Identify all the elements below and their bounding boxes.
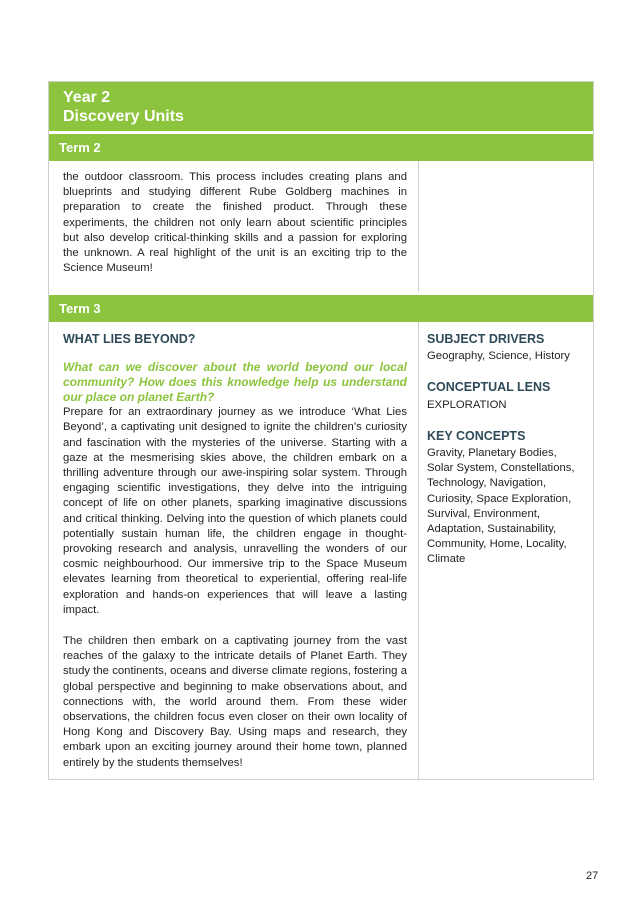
subject-drivers-value: Geography, Science, History xyxy=(427,350,570,363)
term-3-bar: Term 3 xyxy=(49,292,593,322)
term-3-side xyxy=(419,322,593,779)
paragraph-spacer xyxy=(63,618,407,634)
term-3-row xyxy=(49,322,593,779)
key-concepts-value: Gravity, Planetary Bodies, Solar System, Constellations, Technology, Navigation, Curiosity, Space Exploration, Survival, Environment, Adaptation, Sustainability, Community, Home, Locality, Climate xyxy=(427,447,575,566)
unit-title: WHAT LIES BEYOND? xyxy=(63,332,196,346)
term-2-bar: Term 2 xyxy=(49,131,593,161)
table-header xyxy=(49,82,593,131)
subject-drivers-heading: SUBJECT DRIVERS xyxy=(427,332,545,346)
term-2-side xyxy=(419,161,593,292)
term-2-description xyxy=(49,161,419,292)
term-3-description xyxy=(49,322,419,779)
units-title: Discovery Units xyxy=(63,108,184,125)
conceptual-lens-heading: CONCEPTUAL LENS xyxy=(427,380,551,395)
term-2-text: the outdoor classroom. This process includes creating plans and blueprints and studying different Rube Goldberg machines in preparation to create the finished product. Through these experiments, the children not only learn about scientific principles but also develop critical-thinking skills and a passion for exploring the unknown. A real highlight of the unit is an exciting trip to the Science Museum! xyxy=(63,171,407,275)
discovery-units-table xyxy=(48,81,594,780)
term-2-row xyxy=(49,161,593,292)
unit-paragraph-2: The children then embark on a captivating journey from the vast reaches of the galaxy to the intricate details of Planet Earth. They study the continents, oceans and diverse climate regions, fostering a global perspective and beginning to make observations about, and connections with, the world around them. From these wider observations, the children focus even closer on their own locality of Hong Kong and Discovery Bay. Using maps and research, they embark upon an exciting journey around their home town, planned entirely by the students themselves! xyxy=(63,635,407,769)
unit-paragraph-1: Prepare for an extraordinary journey as we introduce ‘What Lies Beyond’, a captivating unit designed to ignite the children’s curiosity and fascination with the mysteries of the universe. Starting with a gaze at the mesmerising skies above, the children embark on a thrilling adventure through our awe-inspiring solar system. Through engaging scientific investigations, they delve into the intriguing concept of life on other planets, sparking imaginative discussions and critical thinking. Delving into the question of which planets could potentially sustain human life, the children engage in thought-provoking research and analysis, unravelling the wonders of our cosmic neighbourhood. Our immersive trip to the Space Museum elevates learning from theoretical to experiential, offering real-life exploration and hands-on experiences that will leave a lasting impact. xyxy=(63,406,407,616)
page-number: 27 xyxy=(586,870,599,882)
conceptual-lens-value: EXPLORATION xyxy=(427,398,507,411)
inquiry-question: What can we discover about the world beyond our local community? How does this knowledge help us understand our place on planet Earth? xyxy=(63,360,407,405)
key-concepts-heading: KEY CONCEPTS xyxy=(427,428,526,443)
year-title: Year 2 xyxy=(63,89,111,106)
